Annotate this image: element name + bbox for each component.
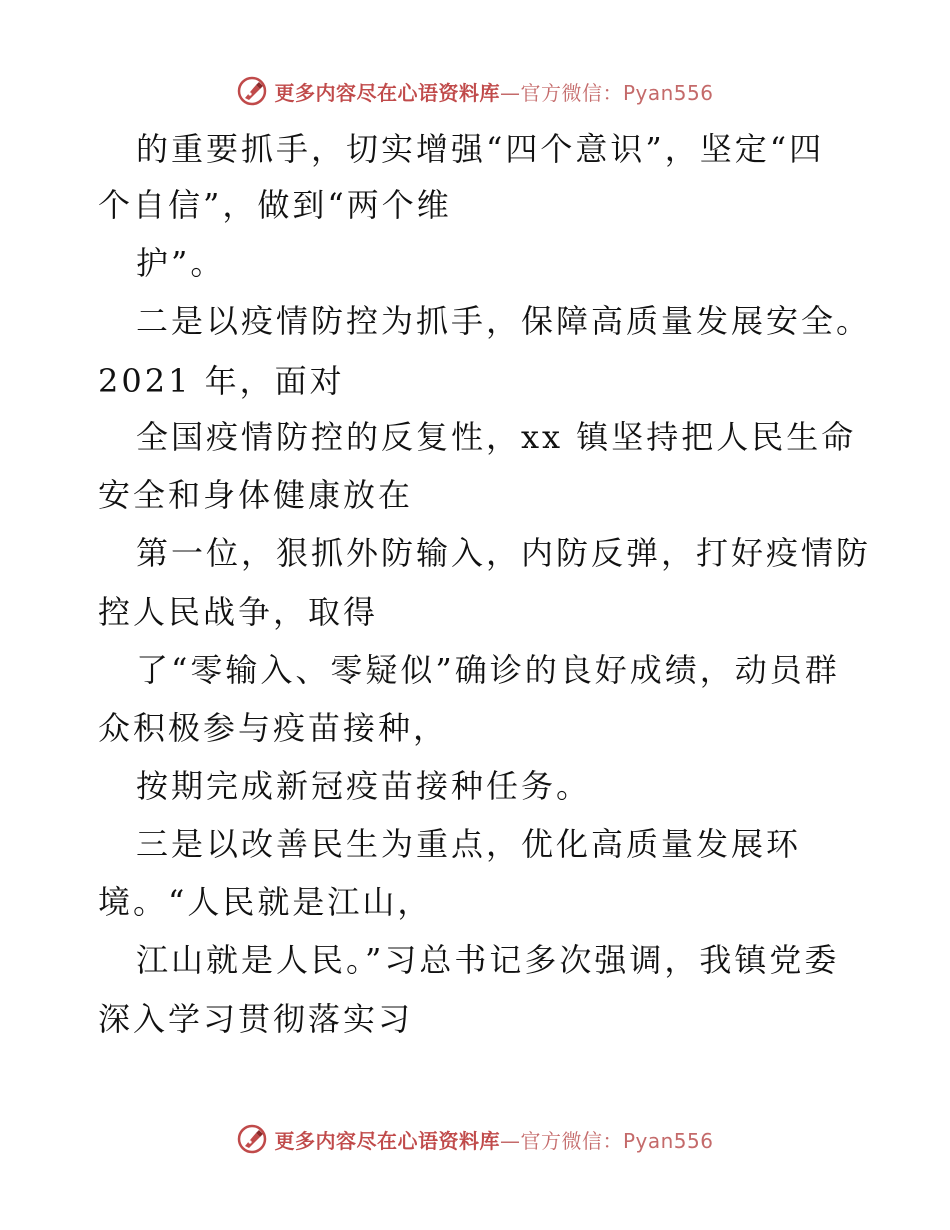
pen-nib-icon bbox=[236, 75, 268, 107]
text-line: 2021 年，面对 bbox=[98, 362, 345, 400]
text-line: 众积极参与疫苗接种， bbox=[98, 709, 449, 747]
text-line: 二是以疫情防控为抓手，保障高质量发展安全。 bbox=[136, 302, 872, 340]
text-line: 个自信”，做到“两个维 bbox=[98, 186, 452, 224]
watermark-brand: 更多内容尽在心语资料库 bbox=[274, 1128, 500, 1153]
text-line: 三是以改善民生为重点，优化高质量发展环 bbox=[136, 825, 802, 863]
watermark-contact: —官方微信：Pyan556 bbox=[499, 1128, 714, 1153]
watermark-text bbox=[274, 77, 713, 106]
text-line: 护”。 bbox=[136, 244, 226, 282]
text-line: 境。“人民就是江山， bbox=[98, 883, 433, 921]
text-line: 江山就是人民。”习总书记多次强调，我镇党委 bbox=[136, 941, 840, 979]
text-line: 控人民战争，取得 bbox=[98, 593, 379, 631]
header-watermark bbox=[0, 71, 950, 111]
text-line: 安全和身体健康放在 bbox=[98, 476, 414, 514]
text-line: 全国疫情防控的反复性，xx 镇坚持把人民生命 bbox=[136, 418, 857, 456]
text-line: 深入学习贯彻落实习 bbox=[98, 1000, 414, 1038]
watermark-brand: 更多内容尽在心语资料库 bbox=[274, 80, 500, 105]
footer-watermark bbox=[0, 1119, 950, 1159]
watermark-contact: —官方微信：Pyan556 bbox=[499, 80, 714, 105]
text-line: 了“零输入、零疑似”确诊的良好成绩，动员群 bbox=[136, 651, 840, 689]
text-line: 的重要抓手，切实增强“四个意识”，坚定“四 bbox=[136, 130, 825, 168]
text-line: 第一位，狠抓外防输入，内防反弹，打好疫情防 bbox=[136, 534, 872, 572]
watermark-text bbox=[274, 1125, 713, 1154]
text-line: 按期完成新冠疫苗接种任务。 bbox=[136, 767, 592, 805]
pen-nib-icon bbox=[236, 1123, 268, 1155]
